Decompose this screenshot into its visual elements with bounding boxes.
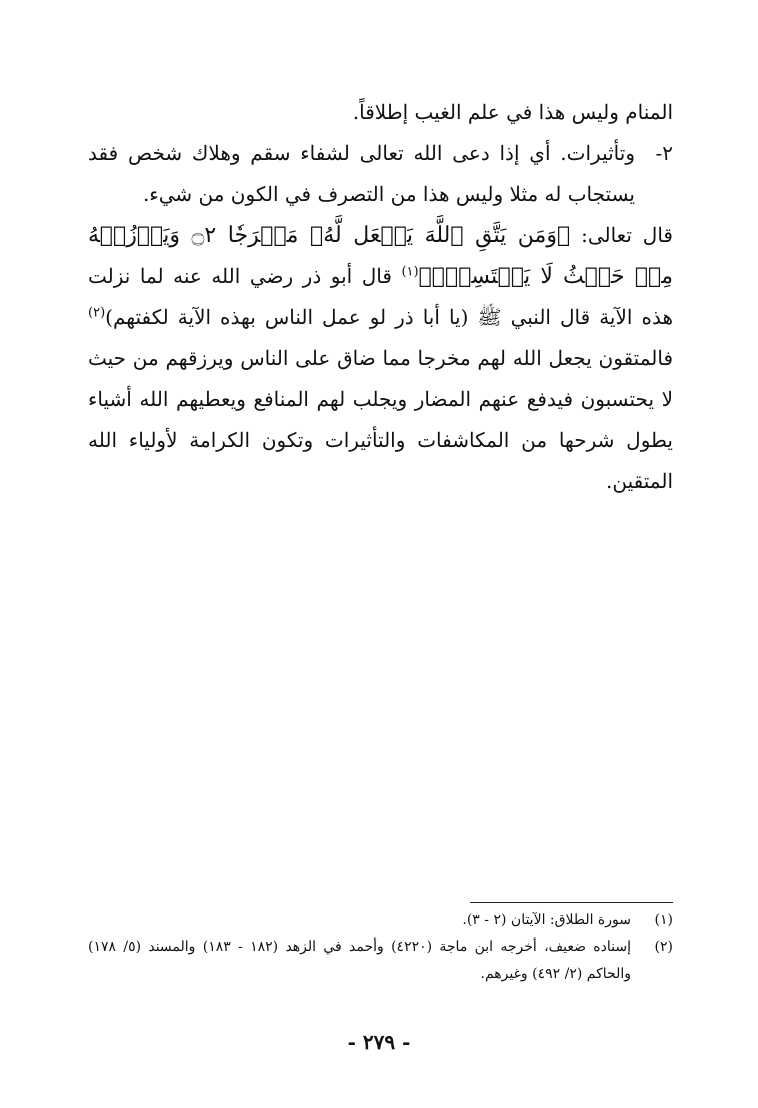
quran-verse: ﴿وَمَن يَتَّقِ ٱللَّهَ يَجۡعَل لَّهُۥ مَخۡرَجٗا ۝٢ وَيَرۡزُقۡهُ مِنۡ حَيۡثُ لَا يَحۡتَسِبُۚ﴾ (88, 223, 674, 289)
list-item-number: ٢- (655, 141, 673, 165)
list-item-text: وتأثيرات. أي إذا دعى الله تعالى لشفاء سقم وهلاك شخص فقد يستجاب له مثلا وليس هذا من التصرف في الكون من شيء. (88, 141, 635, 206)
list-item-2 (88, 133, 673, 215)
footnote-text: إسناده ضعيف، أخرجه ابن ماجة (٤٢٢٠) وأحمد في الزهد (١٨٢ - ١٨٣) والمسند (٥/ ١٧٨) والحاكم (٢/ ٤٩٢) وغيرهم. (88, 939, 631, 982)
paragraph-3 (88, 215, 673, 502)
paragraph-3-text-2: فالمتقون يجعل الله لهم مخرجا مما ضاق على الناس ويرزقهم من حيث لا يحتسبون فيدفع عنهم المضار ويجلب لهم المنافع ويعطيهم الله أشياء يطول شرحها من المكاشفات والتأثيرات وتكون الكرامة لأولياء الله المتقين. (88, 346, 673, 493)
footnotes (88, 907, 673, 988)
footnote-text: سورة الطلاق: الآيتان (٢ - ٣). (462, 912, 631, 928)
footnote-2 (88, 934, 673, 988)
paragraph-1: المنام وليس هذا في علم الغيب إطلاقاً. (352, 100, 673, 124)
footnote-1 (88, 907, 673, 934)
footnote-number: (٢) (654, 939, 673, 955)
main-text (88, 92, 673, 502)
footnote-separator (470, 902, 673, 903)
footnote-ref-1: (١) (401, 264, 419, 280)
page-number: - ٢٧٩ - (347, 1030, 411, 1054)
footnote-ref-2: (٢) (88, 305, 106, 321)
paragraph-3-text-1: قال أبو ذر رضي الله عنه لما نزلت هذه الآية قال النبي ﷺ (يا أبا ذر لو عمل الناس بهذه الآية لكفتهم) (88, 264, 673, 329)
footnote-number: (١) (654, 912, 673, 928)
paragraph-3-intro: قال تعالى: (570, 223, 673, 247)
